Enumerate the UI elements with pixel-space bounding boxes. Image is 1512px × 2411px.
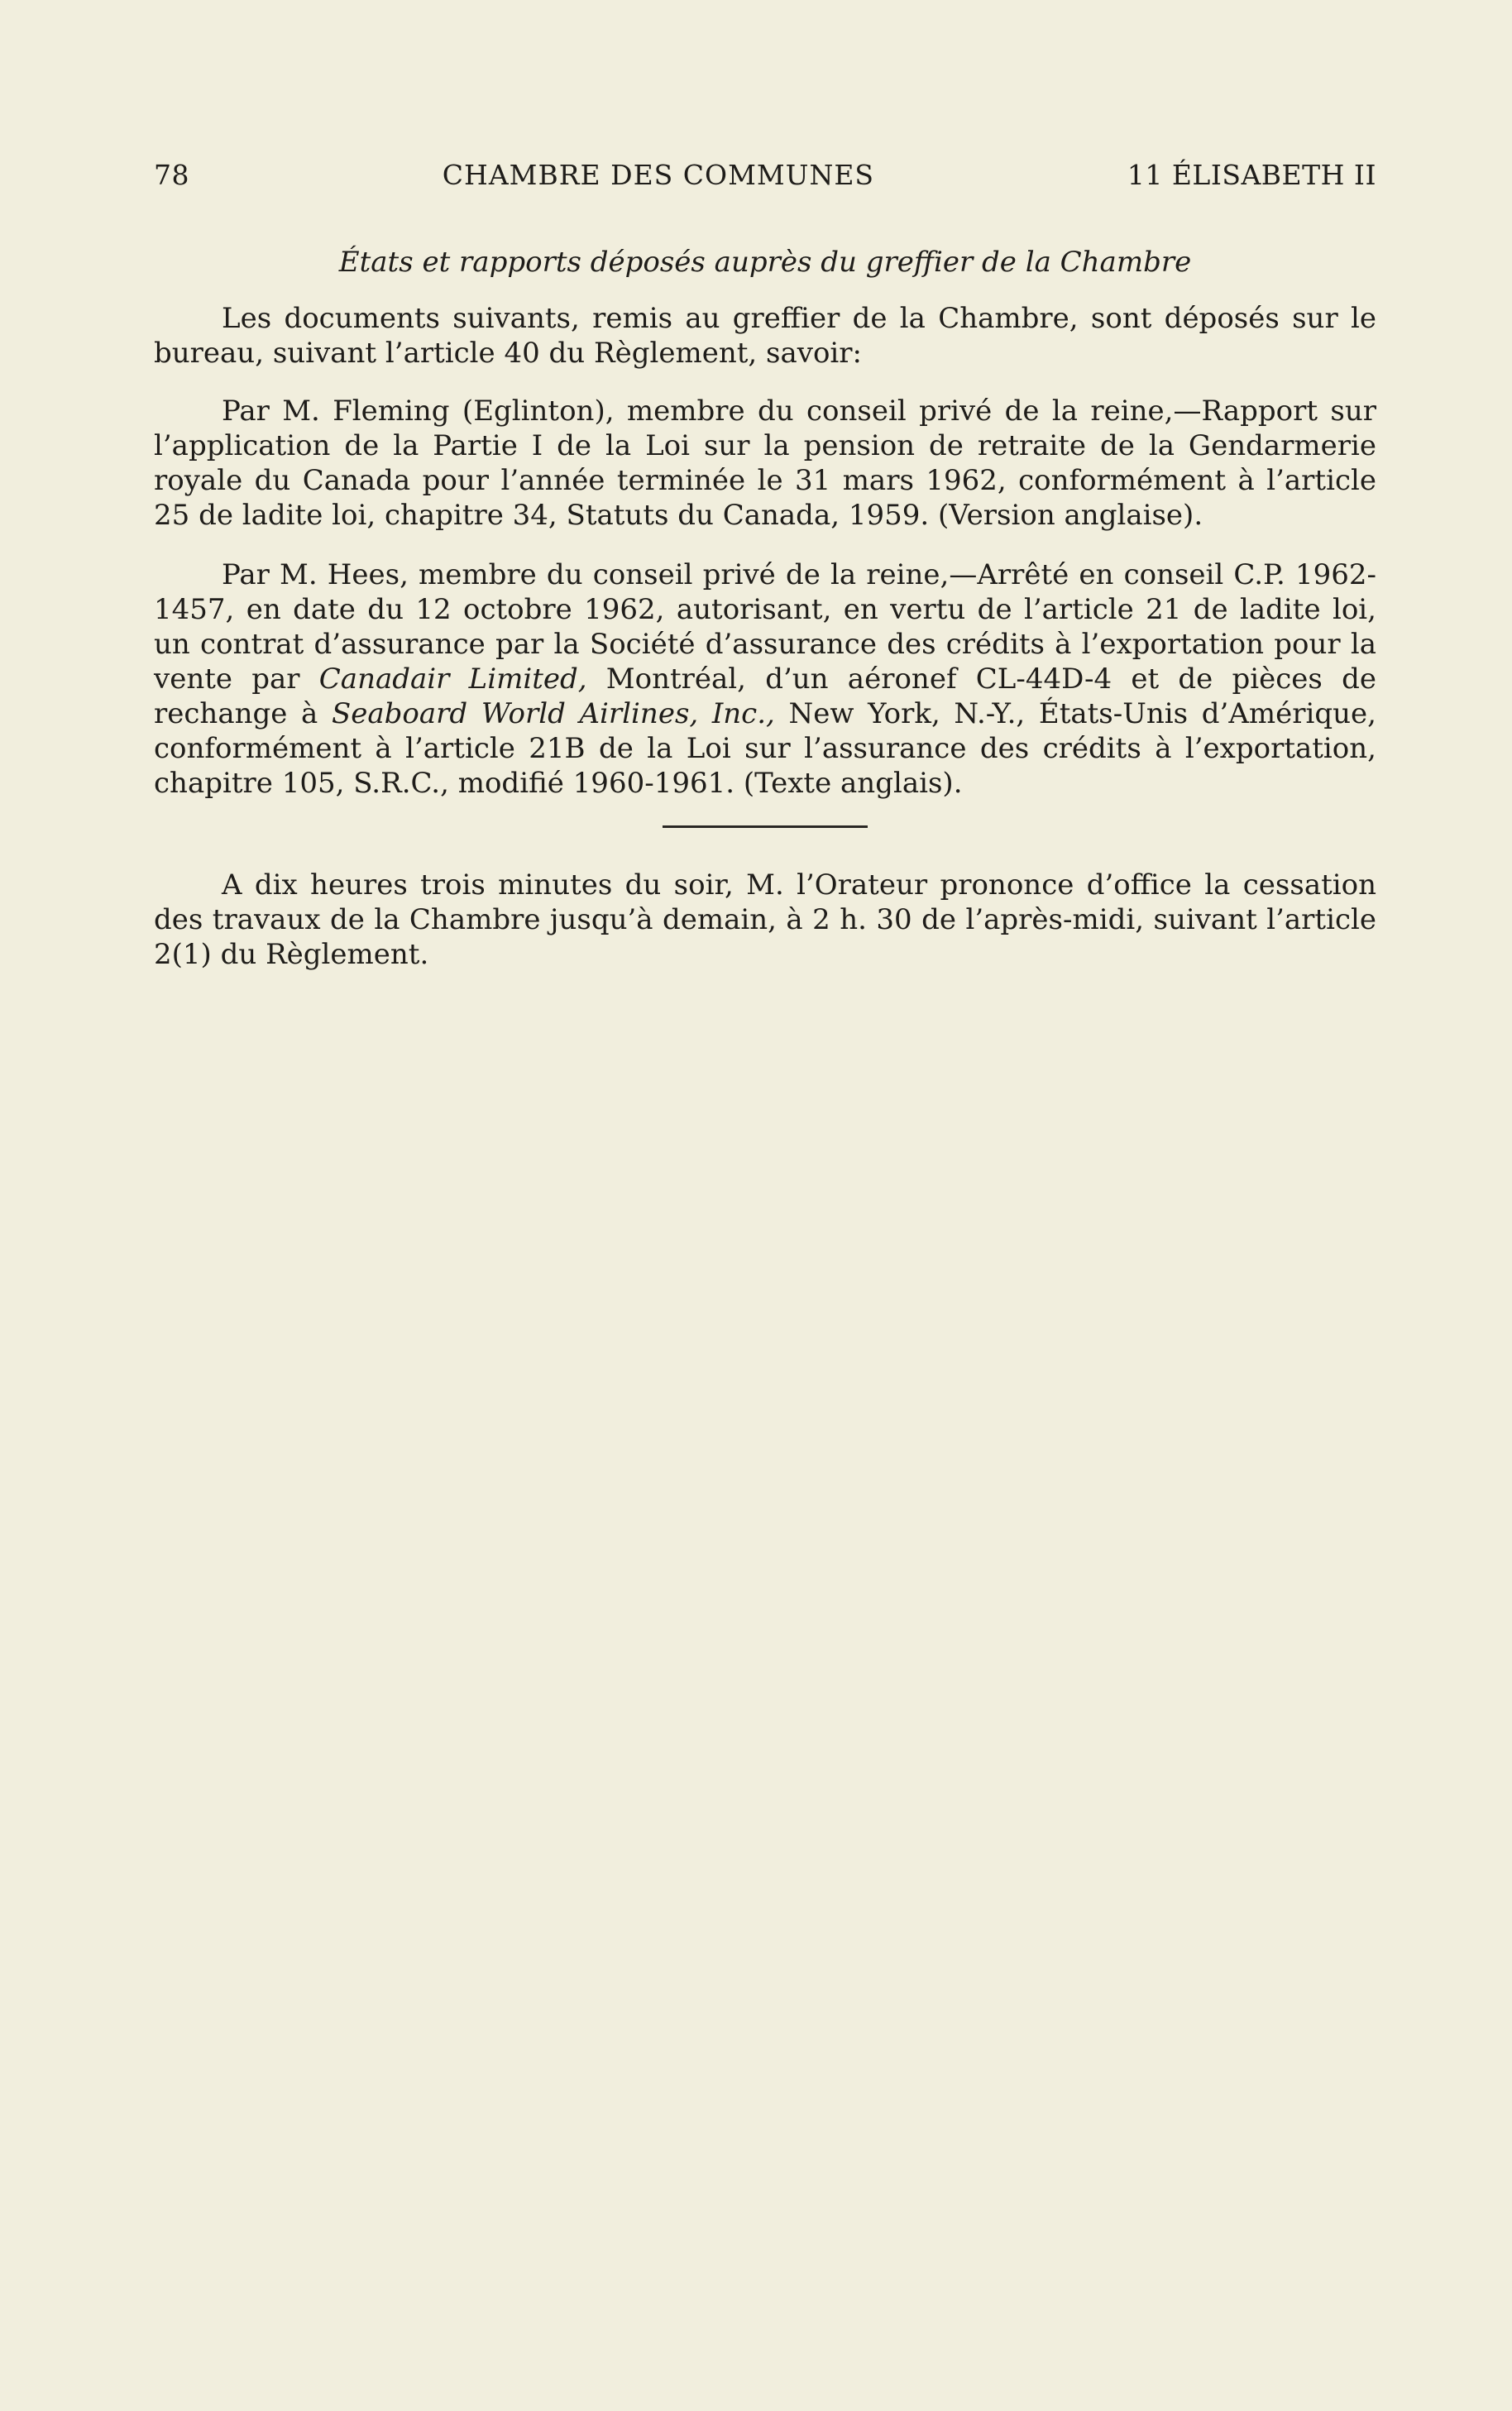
page-number: 78: [154, 159, 189, 191]
section-divider: [663, 825, 868, 828]
paragraph-fleming-report: Par M. Fleming (Eglinton), membre du conseil privé de la reine,—Rapport sur l’application de la Partie I de la Loi sur la pension de retraite de la Gendarmerie royale du Canada pour l’année terminée le 31 mars 1962, conformément à l’article 25 de ladite loi, chapitre 34, Statuts du Canada, 1959. (Version anglaise).: [154, 395, 1376, 532]
hees-text-part-3: New York, N.-Y., États-Unis d’Amérique, conformément à l’article 21B de la Loi sur l’assurance des crédits à l’exportation, chapitre 105, S.R.C., modifié 1960-1961. (Texte anglais).: [154, 697, 1376, 800]
section-heading: États et rapports déposés auprès du greffier de la Chambre: [338, 246, 1192, 279]
reign-year: 11 ÉLISABETH II: [1127, 159, 1376, 191]
hees-text-part-1: Par M. Hees, membre du conseil privé de la reine,—Arrêté en conseil C.P. 1962-1457, en date du 12 octobre 1962, autorisant, en vertu de l’article 21 de ladite loi, un contrat d’assurance par la Société d’assurance des crédits à l’exportation pour la vente par: [154, 558, 1376, 696]
paragraph-hees-order: [154, 557, 1376, 801]
page-body: [154, 245, 1376, 997]
paragraph-intro: Les documents suivants, remis au greffier de la Chambre, sont déposés sur le bureau, suivant l’article 40 du Règlement, savoir:: [154, 302, 1376, 370]
paragraph-adjournment: A dix heures trois minutes du soir, M. l’Orateur prononce d’office la cessation des travaux de la Chambre jusqu’à demain, à 2 h. 30 de l’après-midi, suivant l’article 2(1) du Règlement.: [154, 868, 1376, 971]
running-head: [154, 159, 1376, 199]
hees-text-part-2: Montréal, d’un aéronef CL-44D-4 et de pièces de rechange à: [154, 663, 1376, 730]
journal-title: CHAMBRE DES COMMUNES: [442, 159, 875, 191]
hees-company-seaboard: Seaboard World Airlines, Inc.,: [331, 697, 775, 730]
hees-company-canadair: Canadair Limited,: [318, 663, 587, 696]
